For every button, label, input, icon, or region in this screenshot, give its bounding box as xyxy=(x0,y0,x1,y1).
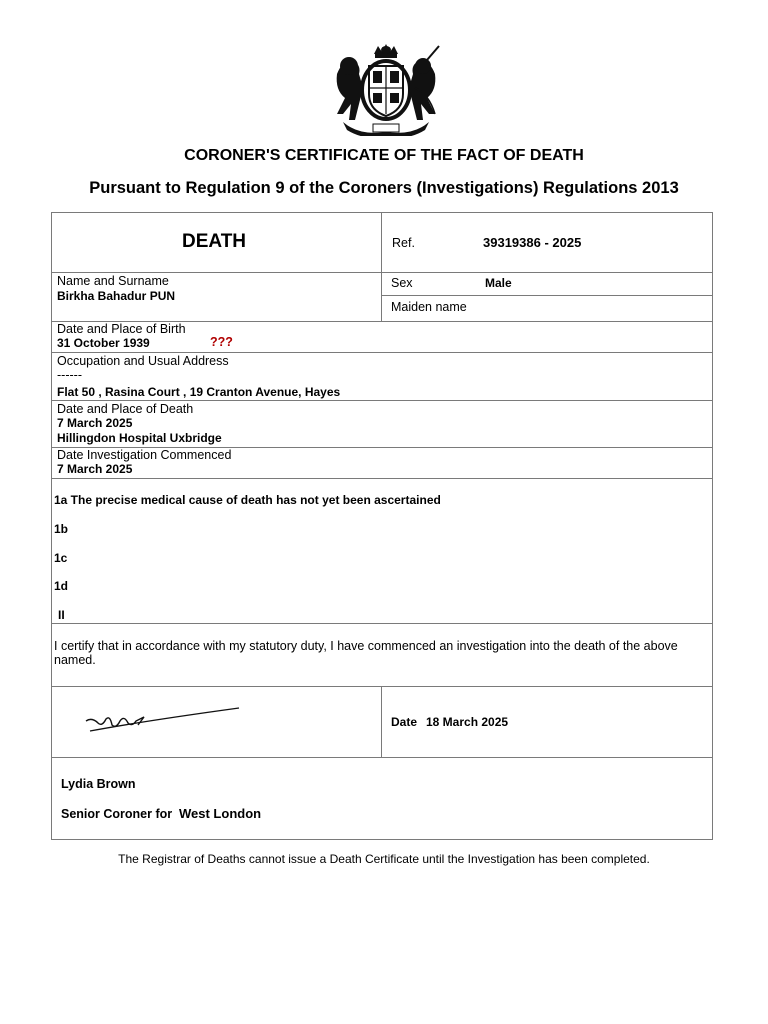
investigation-label: Date Investigation Commenced xyxy=(57,448,232,462)
ref-label: Ref. xyxy=(392,236,415,250)
cause-2: II xyxy=(58,608,65,622)
ref-number: 39319386 - 2025 xyxy=(483,235,582,250)
coroner-title: Senior Coroner for xyxy=(61,807,173,821)
birth-date: 31 October 1939 xyxy=(57,336,150,350)
death-label: Date and Place of Death xyxy=(57,402,194,416)
certification-statement: I certify that in accordance with my statutory duty, I have commenced an investigation into the death of the above named. xyxy=(54,639,678,667)
sex-cell xyxy=(381,272,713,296)
birth-label: Date and Place of Birth xyxy=(57,322,186,336)
address-value: Flat 50 , Rasina Court , 19 Cranton Avenue, Hayes xyxy=(57,385,341,399)
certificate-title: CORONER'S CERTIFICATE OF THE FACT OF DEATH xyxy=(184,147,584,164)
coroner-signature xyxy=(84,703,244,739)
occupation-value: ------ xyxy=(57,368,82,382)
cause-1d: 1d xyxy=(54,579,69,593)
investigation-date: 7 March 2025 xyxy=(57,462,133,476)
certificate-subtitle: Pursuant to Regulation 9 of the Coroners (Investigations) Regulations 2013 xyxy=(89,179,679,197)
name-label: Name and Surname xyxy=(57,274,169,288)
signed-date: 18 March 2025 xyxy=(426,715,509,729)
cause-1a: 1a The precise medical cause of death has not yet been ascertained xyxy=(54,493,441,507)
royal-coat-of-arms-icon xyxy=(329,44,443,136)
birth-place: ??? xyxy=(210,335,233,349)
coroner-area: West London xyxy=(179,806,262,821)
occupation-label: Occupation and Usual Address xyxy=(57,354,229,368)
form-heading: DEATH xyxy=(182,231,247,252)
sex-label: Sex xyxy=(391,276,413,290)
cause-1c: 1c xyxy=(54,551,68,565)
maiden-name-label: Maiden name xyxy=(391,300,467,314)
coroner-name: Lydia Brown xyxy=(61,777,136,791)
registrar-note: The Registrar of Deaths cannot issue a Death Certificate until the Investigation has been completed. xyxy=(118,852,650,866)
death-date: 7 March 2025 xyxy=(57,416,133,430)
sex-value: Male xyxy=(485,276,512,290)
coroner-cell xyxy=(51,757,713,840)
death-place: Hillingdon Hospital Uxbridge xyxy=(57,431,222,445)
name-value: Birkha Bahadur PUN xyxy=(57,289,176,303)
cause-1b: 1b xyxy=(54,522,69,536)
date-label: Date xyxy=(391,715,418,729)
